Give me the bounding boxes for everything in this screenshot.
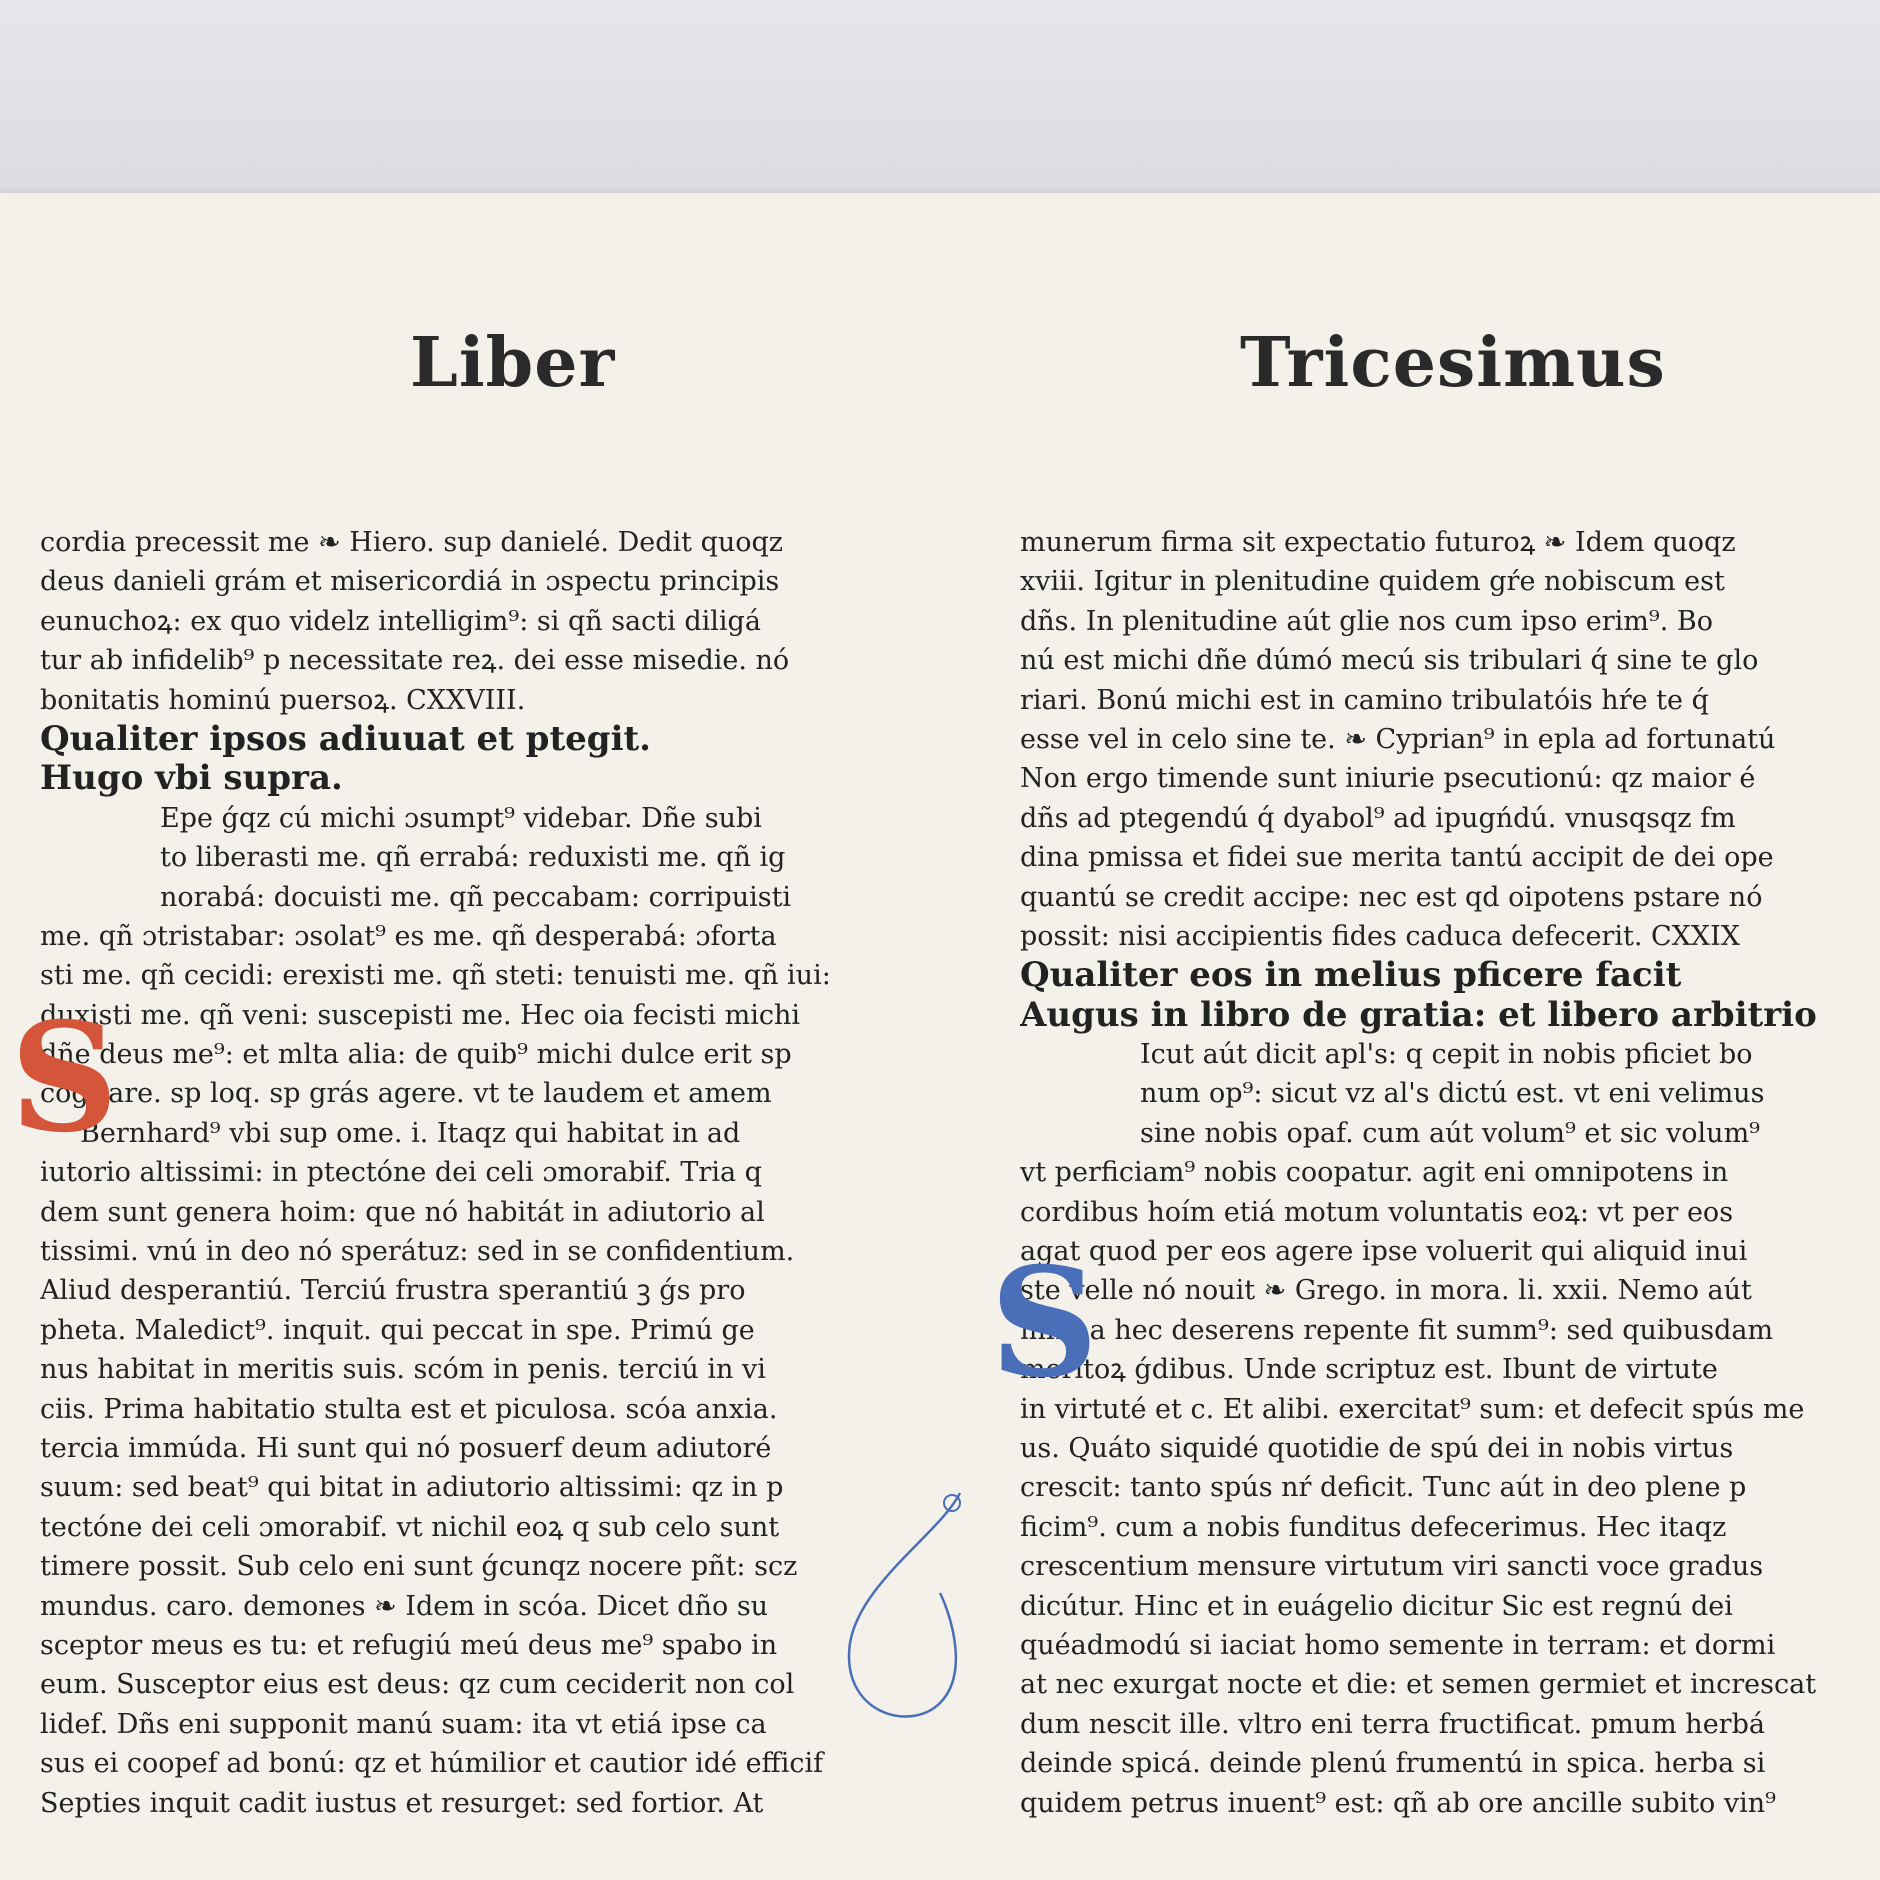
rubric-heading: Qualiter ipsos adiuuat et ptegit. — [40, 719, 652, 759]
text-line: Non ergo timende sunt iniurie psecutionú: qz maior é — [1020, 763, 1756, 795]
text-line: tercia immúda. Hi sunt qui nó posuerf deum adiutoré — [40, 1432, 772, 1464]
text-line: dina pmissa et fidei sue merita tantú accipit de dei ope — [1020, 842, 1774, 874]
text-line: cogitare. sp loq. sp grás agere. vt te laudem et amem — [40, 1078, 772, 1110]
text-line: at nec exurgat nocte et die: et semen germiet et increscat — [1020, 1669, 1817, 1701]
background-wall — [0, 0, 1880, 195]
text-line: tectóne dei celi ɔmorabif. vt nichil eoꝝ q sub celo sunt — [40, 1511, 780, 1543]
text-line: esse vel in celo sine te. ❧ Cyprian⁹ in epla ad fortunatú — [1020, 723, 1776, 755]
rubric-heading: Augus in libro de gratia: et libero arbitrio — [1020, 995, 1817, 1035]
manuscript-page — [0, 193, 1880, 1880]
text-line: Epe ǵqz cú michi ɔsumpt⁹ videbar. Dñe subi — [160, 802, 762, 834]
text-line: dem sunt genera hoim: que nó habitát in adiutorio al — [40, 1196, 765, 1228]
text-line: suum: sed beat⁹ qui bitat in adiutorio altissimi: qz in p — [40, 1472, 784, 1504]
blue-flourish-ornament — [820, 1473, 990, 1773]
text-line: timere possit. Sub celo eni sunt ǵcunqz nocere pñt: scz — [40, 1551, 798, 1583]
text-line: dum nescit ille. vltro eni terra fructificat. pmum herbá — [1020, 1708, 1765, 1740]
text-line: me. qñ ɔtristabar: ɔsolat⁹ es me. qñ desperabá: ɔforta — [40, 920, 777, 952]
text-line: norabá: docuisti me. qñ peccabam: corripuisti — [160, 881, 792, 913]
text-line: sus ei coopef ad bonú: qz et húmilior et cautior idé efficif — [40, 1748, 824, 1780]
rubric-heading: Qualiter eos in melius pficere facit — [1020, 956, 1682, 996]
text-line: ciis. Prima habitatio stulta est et piculosa. scóa anxia. — [40, 1393, 778, 1425]
text-line: num op⁹: sicut vz al's dictú est. vt eni velimus — [1140, 1078, 1765, 1110]
text-line: lidef. Dñs eni supponit manú suam: ita vt etiá ipse ca — [40, 1708, 767, 1740]
text-line: quantú se credit accipe: nec est qd oipotens pstare nó — [1020, 881, 1763, 913]
text-line: quidem petrus inuent⁹ est: qñ ab ore ancille subito vin⁹ — [1020, 1787, 1776, 1819]
text-line: dñs ad ptegendú q́ dyabol⁹ ad ipugńdú. vnusqsqz fm — [1020, 802, 1736, 834]
text-line: in virtuté et c. Et alibi. exercitat⁹ sum: et defecit spús me — [1020, 1393, 1805, 1425]
running-head-right: Tricesimus — [1240, 323, 1666, 403]
text-line: cordibus hoím etiá motum voluntatis eoꝝ: vt per eos — [1020, 1196, 1734, 1228]
text-line: quéadmodú si iaciat homo semente in terram: et dormi — [1020, 1629, 1776, 1661]
text-line: to liberasti me. qñ errabá: reduxisti me. qñ ig — [160, 842, 786, 874]
text-line: nus habitat in meritis suis. scóm in penis. terciú in vi — [40, 1354, 766, 1386]
text-line: ste velle nó nouit ❧ Grego. in mora. li. xxii. Nemo aút — [1020, 1275, 1752, 1307]
text-line: deus danieli grám et misericordiá in ɔspectu principis — [40, 566, 780, 598]
text-line: duxisti me. qñ veni: suscepisti me. Hec oia fecisti michi — [40, 999, 801, 1031]
text-line: vt perficiam⁹ nobis coopatur. agit eni omnipotens in — [1020, 1157, 1729, 1189]
rubric-heading: Hugo vbi supra. — [40, 759, 343, 799]
text-line: us. Quáto siquidé quotidie de spú dei in nobis virtus — [1020, 1432, 1734, 1464]
text-line: munerum firma sit expectatio futuroꝝ ❧ Idem quoqz — [1020, 527, 1736, 558]
text-line: iutorio altissimi: in ptectóne dei celi ɔmorabif. Tria q — [40, 1157, 762, 1189]
text-line: dicútur. Hinc et in euágelio dicitur Sic est regnú dei — [1020, 1590, 1733, 1622]
text-line: bonitatis hominú puersoꝝ. CXXVIII. — [40, 684, 526, 716]
text-line: tur ab infidelib⁹ p necessitate reꝝ. dei esse misedie. nó — [40, 645, 790, 677]
text-line: ficim⁹. cum a nobis funditus defecerimus. Hec itaqz — [1020, 1511, 1727, 1543]
text-line: Aliud desperantiú. Terciú frustra sperantiú ꝫ ǵs pro — [40, 1275, 746, 1307]
text-line: agat quod per eos agere ipse voluerit qui aliquid inui — [1020, 1236, 1748, 1268]
text-line: sti me. qñ cecidi: erexisti me. qñ steti: tenuisti me. qñ iui: — [40, 960, 831, 992]
text-line: eum. Susceptor eius est deus: qz cum ceciderit non col — [40, 1669, 795, 1701]
text-line: meritoꝝ ǵdibus. Unde scriptuz est. Ibunt de virtute — [1020, 1354, 1718, 1386]
text-column-left — [40, 523, 850, 1823]
text-line: infima hec deserens repente fit summ⁹: sed quibusdam — [1020, 1314, 1774, 1346]
text-line: xviii. Igitur in plenitudine quidem gŕe nobiscum est — [1020, 566, 1725, 598]
text-line: Icut aút dicit apl's: q cepit in nobis pficiet bo — [1140, 1039, 1753, 1071]
text-line: riari. Bonú michi est in camino tribulatóis hŕe te q́ — [1020, 684, 1709, 716]
text-line: pheta. Maledict⁹. inquit. qui peccat in spe. Primú ge — [40, 1314, 755, 1346]
decorated-initial-left: S — [10, 990, 119, 1166]
decorated-initial-right: S — [990, 1235, 1099, 1411]
text-line: eunuchoꝝ: ex quo videlz intelligim⁹: si qñ sacti diligá — [40, 605, 761, 637]
text-line: Septies inquit cadit iustus et resurget: sed fortior. At — [40, 1787, 764, 1819]
text-line: possit: nisi accipientis fides caduca defecerit. CXXIX — [1020, 920, 1740, 952]
text-line: sceptor meus es tu: et refugiú meú deus me⁹ spabo in — [40, 1629, 778, 1661]
text-line: crescit: tanto spús nŕ deficit. Tunc aút in deo plene p — [1020, 1472, 1747, 1504]
text-line: sine nobis opaf. cum aút volum⁹ et sic volum⁹ — [1140, 1117, 1760, 1149]
text-line: dñs. In plenitudine aút glie nos cum ipso erim⁹. Bo — [1020, 605, 1713, 637]
text-line: cordia precessit me ❧ Hiero. sup danielé. Dedit quoqz — [40, 527, 784, 558]
text-line: dñe deus me⁹: et mlta alia: de quib⁹ michi dulce erit sp — [40, 1039, 792, 1071]
text-line: nú est michi dñe dúmó mecú sis tribulari q́ sine te glo — [1020, 645, 1759, 677]
text-line: Bernhard⁹ vbi sup ome. i. Itaqz qui habitat in ad — [80, 1117, 741, 1149]
text-column-right — [1020, 523, 1830, 1823]
text-line: mundus. caro. demones ❧ Idem in scóa. Dicet dño su — [40, 1590, 769, 1622]
running-head-left: Liber — [410, 323, 616, 403]
text-line: crescentium mensure virtutum viri sancti voce gradus — [1020, 1551, 1764, 1583]
text-line: tissimi. vnú in deo nó sperátuz: sed in se confidentium. — [40, 1236, 795, 1268]
text-line: deinde spicá. deinde plenú frumentú in spica. herba si — [1020, 1748, 1766, 1780]
